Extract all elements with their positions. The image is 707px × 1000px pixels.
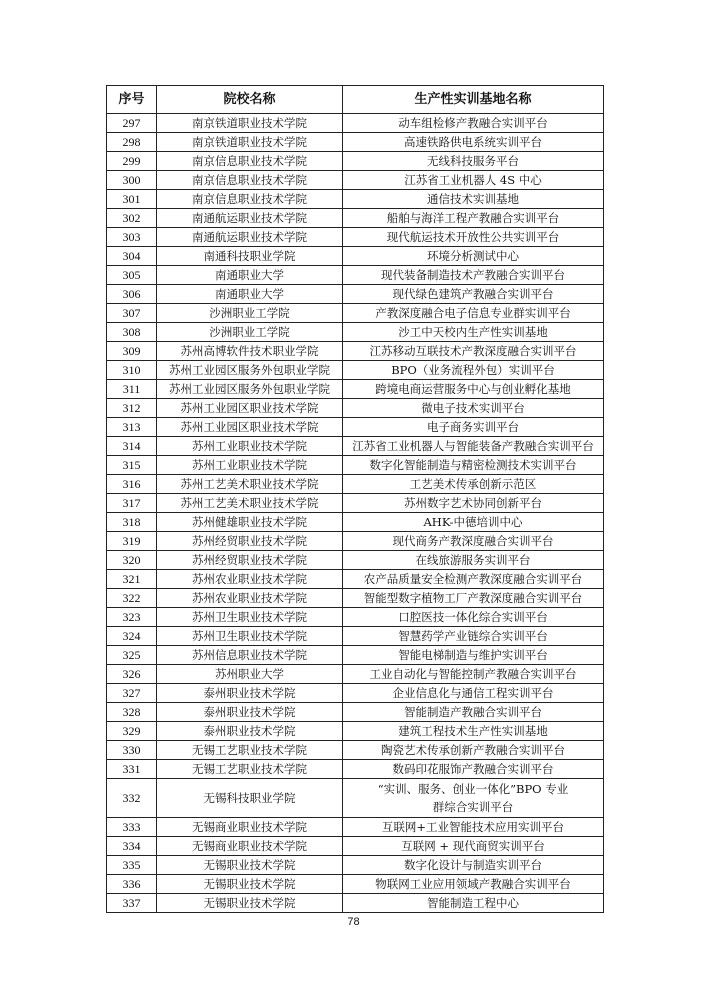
table-row [107,418,604,437]
row-serial-number: 334 [107,837,157,856]
row-school-name: 无锡职业技术学院 [157,856,343,875]
table-row [107,589,604,608]
row-base-name: 苏州数字艺术协同创新平台 [343,494,604,513]
row-base-name: 无线科技服务平台 [343,152,604,171]
row-base-name: 高速铁路供电系统实训平台 [343,133,604,152]
row-serial-number: 304 [107,247,157,266]
table-row [107,190,604,209]
row-serial-number: 330 [107,741,157,760]
table-row [107,361,604,380]
row-base-name: 船舶与海洋工程产教融合实训平台 [343,209,604,228]
row-serial-number: 315 [107,456,157,475]
row-school-name: 无锡工艺职业技术学院 [157,760,343,779]
row-school-name: 南京信息职业技术学院 [157,152,343,171]
row-base-name: 在线旅游服务实训平台 [343,551,604,570]
row-serial-number: 298 [107,133,157,152]
row-base-name: 农产品质量安全检测产教深度融合实训平台 [343,570,604,589]
row-base-name: 沙工中天校内生产性实训基地 [343,323,604,342]
row-serial-number: 297 [107,114,157,133]
table-row [107,779,604,818]
table-row [107,171,604,190]
row-base-name: 陶瓷艺术传承创新产教融合实训平台 [343,741,604,760]
table-row [107,741,604,760]
row-school-name: 苏州经贸职业技术学院 [157,532,343,551]
row-school-name: 苏州农业职业技术学院 [157,589,343,608]
row-school-name: 苏州农业职业技术学院 [157,570,343,589]
page-number: 78 [347,916,360,928]
row-serial-number: 307 [107,304,157,323]
row-serial-number: 333 [107,818,157,837]
table-body [107,114,604,913]
row-base-name: AHK-中德培训中心 [343,513,604,532]
table-row [107,323,604,342]
table-row [107,133,604,152]
row-school-name: 苏州工艺美术职业技术学院 [157,475,343,494]
table-row [107,856,604,875]
row-school-name: 苏州工艺美术职业技术学院 [157,494,343,513]
row-base-name: 物联网工业应用领域产教融合实训平台 [343,875,604,894]
row-base-name: 电子商务实训平台 [343,418,604,437]
row-base-name: 跨境电商运营服务中心与创业孵化基地 [343,380,604,399]
row-base-name: BPO（业务流程外包）实训平台 [343,361,604,380]
row-base-name: 数字化设计与制造实训平台 [343,856,604,875]
row-school-name: 苏州职业大学 [157,665,343,684]
row-serial-number: 327 [107,684,157,703]
row-serial-number: 313 [107,418,157,437]
row-base-name: 数字化智能制造与精密检测技术实训平台 [343,456,604,475]
row-school-name: 无锡职业技术学院 [157,894,343,913]
row-serial-number: 319 [107,532,157,551]
row-base-name: 互联网 + 现代商贸实训平台 [343,837,604,856]
row-base-name: “实训、服务、创业一体化”BPO 专业群综合实训平台 [343,779,604,818]
table-row [107,646,604,665]
row-serial-number: 308 [107,323,157,342]
row-school-name: 无锡商业职业技术学院 [157,837,343,856]
row-serial-number: 311 [107,380,157,399]
row-school-name: 无锡科技职业学院 [157,779,343,818]
table-row [107,875,604,894]
table-row [107,703,604,722]
table-row [107,818,604,837]
row-school-name: 无锡职业技术学院 [157,875,343,894]
row-base-name: 智能制造工程中心 [343,894,604,913]
row-serial-number: 309 [107,342,157,361]
row-base-name: 通信技术实训基地 [343,190,604,209]
table-row [107,380,604,399]
header-base-name: 生产性实训基地名称 [343,86,604,114]
row-school-name: 南通航运职业技术学院 [157,228,343,247]
row-serial-number: 303 [107,228,157,247]
row-school-name: 苏州健雄职业技术学院 [157,513,343,532]
table-row [107,152,604,171]
row-serial-number: 306 [107,285,157,304]
table-row [107,266,604,285]
row-base-name: 江苏省工业机器人 4S 中心 [343,171,604,190]
row-serial-number: 326 [107,665,157,684]
table-row [107,437,604,456]
row-school-name: 苏州高博软件技术职业学院 [157,342,343,361]
row-base-name: 江苏省工业机器人与智能装备产教融合实训平台 [343,437,604,456]
row-school-name: 苏州工业园区服务外包职业学院 [157,361,343,380]
row-base-name: 动车组检修产教融合实训平台 [343,114,604,133]
row-school-name: 泰州职业技术学院 [157,722,343,741]
document-page [106,85,603,913]
table-row [107,551,604,570]
row-serial-number: 300 [107,171,157,190]
row-serial-number: 305 [107,266,157,285]
row-serial-number: 332 [107,779,157,818]
row-school-name: 苏州工业园区职业技术学院 [157,399,343,418]
row-school-name: 南京铁道职业技术学院 [157,114,343,133]
table-row [107,513,604,532]
row-base-name: 现代航运技术开放性公共实训平台 [343,228,604,247]
row-school-name: 南通科技职业学院 [157,247,343,266]
header-serial-number: 序号 [107,86,157,114]
table-row [107,456,604,475]
row-serial-number: 302 [107,209,157,228]
row-base-name: 智能电梯制造与维护实训平台 [343,646,604,665]
row-base-name: 现代绿色建筑产教融合实训平台 [343,285,604,304]
row-serial-number: 317 [107,494,157,513]
table-row [107,114,604,133]
row-base-name: 建筑工程技术生产性实训基地 [343,722,604,741]
row-base-name: 工艺美术传承创新示范区 [343,475,604,494]
row-base-name: 江苏移动互联技术产教深度融合实训平台 [343,342,604,361]
row-serial-number: 316 [107,475,157,494]
training-base-table [106,85,604,913]
row-school-name: 泰州职业技术学院 [157,703,343,722]
row-serial-number: 335 [107,856,157,875]
table-row [107,665,604,684]
row-serial-number: 322 [107,589,157,608]
row-school-name: 沙洲职业工学院 [157,304,343,323]
row-serial-number: 328 [107,703,157,722]
table-row [107,342,604,361]
row-base-name: 环境分析测试中心 [343,247,604,266]
row-base-name: 互联网+工业智能技术应用实训平台 [343,818,604,837]
table-row [107,209,604,228]
row-school-name: 苏州工业园区职业技术学院 [157,418,343,437]
row-serial-number: 337 [107,894,157,913]
row-serial-number: 301 [107,190,157,209]
row-serial-number: 318 [107,513,157,532]
header-school-name: 院校名称 [157,86,343,114]
row-school-name: 南京信息职业技术学院 [157,171,343,190]
table-row [107,475,604,494]
row-serial-number: 321 [107,570,157,589]
row-serial-number: 310 [107,361,157,380]
row-serial-number: 314 [107,437,157,456]
table-row [107,837,604,856]
row-serial-number: 324 [107,627,157,646]
row-serial-number: 331 [107,760,157,779]
row-serial-number: 336 [107,875,157,894]
row-base-name: 智慧药学产业链综合实训平台 [343,627,604,646]
table-header-row [107,86,604,114]
row-school-name: 苏州工业职业技术学院 [157,456,343,475]
row-serial-number: 323 [107,608,157,627]
row-school-name: 苏州卫生职业技术学院 [157,608,343,627]
table-row [107,494,604,513]
row-base-name: 智能制造产教融合实训平台 [343,703,604,722]
table-row [107,532,604,551]
row-school-name: 无锡工艺职业技术学院 [157,741,343,760]
row-base-name: 微电子技术实训平台 [343,399,604,418]
table-row [107,570,604,589]
row-school-name: 沙洲职业工学院 [157,323,343,342]
table-row [107,304,604,323]
row-school-name: 苏州信息职业技术学院 [157,646,343,665]
row-base-name: 产教深度融合电子信息专业群实训平台 [343,304,604,323]
table-row [107,894,604,913]
row-serial-number: 325 [107,646,157,665]
table-row [107,247,604,266]
row-school-name: 苏州经贸职业技术学院 [157,551,343,570]
table-row [107,760,604,779]
row-base-name: 现代装备制造技术产教融合实训平台 [343,266,604,285]
row-school-name: 南通职业大学 [157,266,343,285]
row-serial-number: 312 [107,399,157,418]
table-row [107,684,604,703]
row-school-name: 苏州卫生职业技术学院 [157,627,343,646]
row-base-name: 现代商务产教深度融合实训平台 [343,532,604,551]
row-school-name: 苏州工业园区服务外包职业学院 [157,380,343,399]
row-serial-number: 329 [107,722,157,741]
row-school-name: 南通航运职业技术学院 [157,209,343,228]
row-serial-number: 299 [107,152,157,171]
table-row [107,285,604,304]
row-base-name: 企业信息化与通信工程实训平台 [343,684,604,703]
row-school-name: 泰州职业技术学院 [157,684,343,703]
row-school-name: 南通职业大学 [157,285,343,304]
row-school-name: 南京铁道职业技术学院 [157,133,343,152]
row-base-name: 工业自动化与智能控制产教融合实训平台 [343,665,604,684]
table-row [107,228,604,247]
table-row [107,627,604,646]
row-school-name: 苏州工业职业技术学院 [157,437,343,456]
row-base-name: 智能型数字植物工厂产教深度融合实训平台 [343,589,604,608]
table-row [107,722,604,741]
row-school-name: 无锡商业职业技术学院 [157,818,343,837]
table-row [107,608,604,627]
row-serial-number: 320 [107,551,157,570]
row-base-name: 口腔医技一体化综合实训平台 [343,608,604,627]
table-row [107,399,604,418]
row-base-name: 数码印花服饰产教融合实训平台 [343,760,604,779]
row-school-name: 南京信息职业技术学院 [157,190,343,209]
